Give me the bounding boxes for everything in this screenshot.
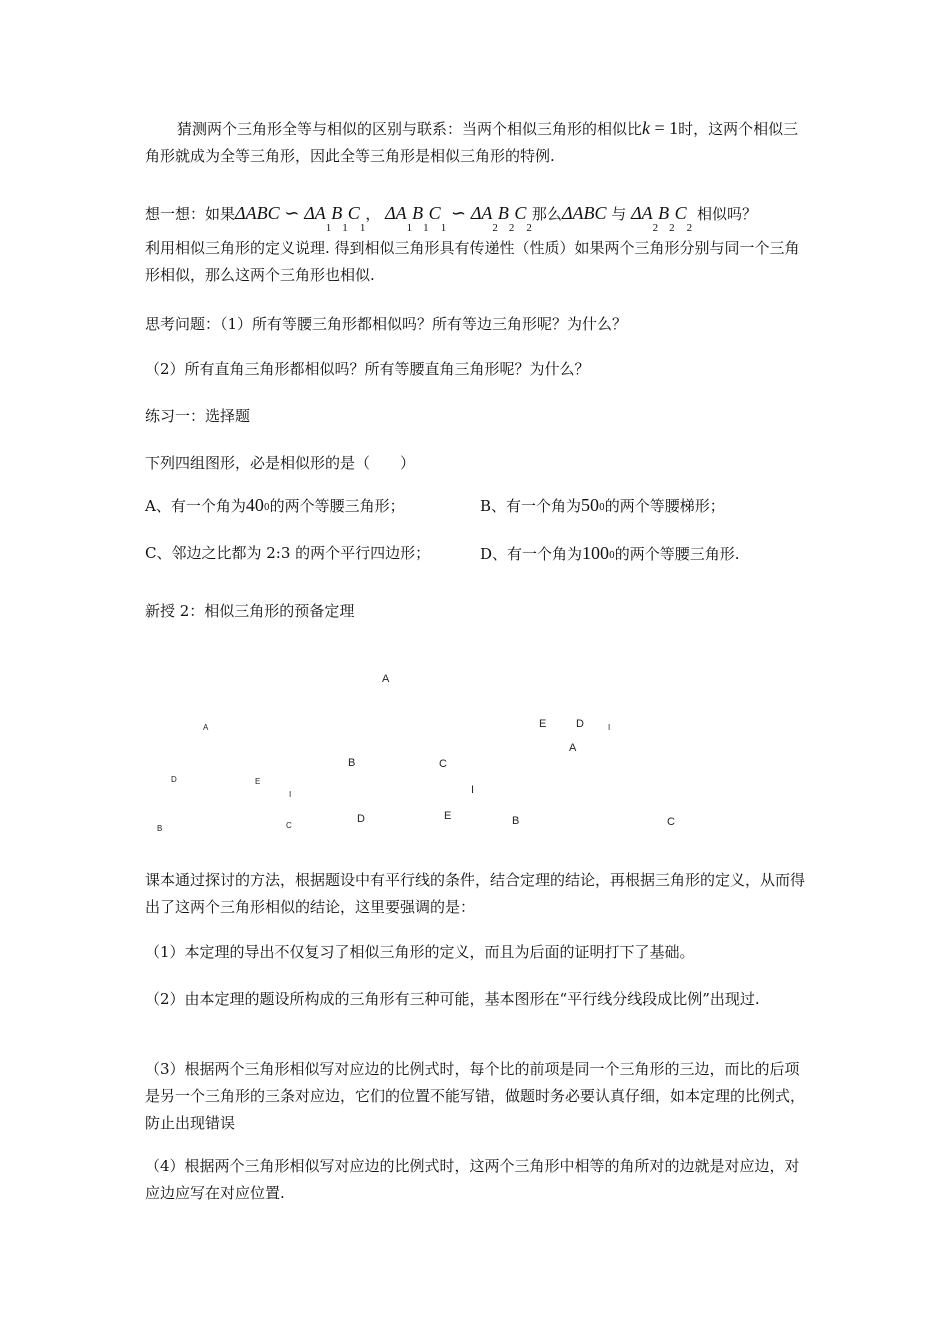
figure-label: E <box>255 777 261 786</box>
triangle-abc: ΔABC <box>235 203 280 223</box>
figure-label: B <box>512 815 520 827</box>
similar-symbol-2: ∽ <box>450 203 467 223</box>
triangle-a2b2c2-second: $\Delta A_2B_2C_2$ <box>631 203 693 234</box>
exercise-title: 练习一：选择题 <box>145 407 251 425</box>
point-3: （3）根据两个三角形相似写对应边的比例式时，每个比的前项是同一个三角形的三边，而比的后项是另一个三角形的三条对应边，它们的位置不能写错，做题时务必要认真仔细，如本定理的比例式，防止出现错误 <box>145 1060 806 1132</box>
figure-label: D <box>171 775 177 784</box>
figure-label: A <box>203 723 209 732</box>
option-a: A、有一个角为400的两个等腰三角形； <box>145 495 405 515</box>
figure-label: C <box>286 821 292 830</box>
triangle-a1b1c1-second: $\Delta A_1B_1C_1$ <box>385 203 447 234</box>
conjecture-text-b: 时，这两个相似三角形就成为全等三角形，因此全等三角形是相似三角形的特例. <box>145 120 799 165</box>
point-4: （4）根据两个三角形相似写对应边的比例式时，这两个三角形中相等的角所对的边就是对应边，对应边应写在对应位置. <box>145 1157 800 1202</box>
triangle-a1b1c1: $\Delta A_1B_1C_1$ <box>304 203 366 234</box>
figure-label: D <box>576 718 584 730</box>
exercise-question: 下列四组图形，必是相似形的是（ ） <box>145 454 416 472</box>
figure-label: I <box>471 784 475 796</box>
option-d: D、有一个角为1000的两个等腰三角形. <box>480 543 740 563</box>
think-lead: 想一想：如果 <box>145 205 236 223</box>
figure-label: A <box>382 673 390 685</box>
figure-label: I <box>289 790 292 799</box>
figure-label: D <box>357 813 365 825</box>
option-b: B、有一个角为500的两个等腰梯形； <box>480 495 725 515</box>
figure-label: C <box>667 816 675 828</box>
figure-label: A <box>569 742 577 754</box>
point-2: （2）由本定理的题设所构成的三角形有三种可能，基本图形在“平行线分线段成比例”出现过. <box>145 990 760 1008</box>
figure-label: B <box>157 824 163 833</box>
similar-symbol: ∽ <box>284 203 300 223</box>
conjecture-text-a: 猜测两个三角形全等与相似的区别与联系：当两个相似三角形的相似比 <box>177 120 643 138</box>
comma: ， <box>365 205 381 223</box>
and-text: 与 <box>611 205 627 223</box>
paragraph-think <box>145 198 809 289</box>
transitivity-text: 利用相似三角形的定义说理. 得到相似三角形具有传递性（性质）如果两个三角形分别与同一个三角形相似，那么这两个三角形也相似. <box>145 239 800 284</box>
body-explanation: 课本通过探讨的方法，根据题设中有平行线的条件，结合定理的结论，再根据三角形的定义，从而得出了这两个三角形相似的结论，这里要强调的是： <box>145 871 806 916</box>
math-k: k <box>642 118 651 138</box>
figure-label: C <box>439 758 447 770</box>
figure-label: E <box>539 718 547 730</box>
figure-label: E <box>444 810 452 822</box>
figure-label: B <box>348 757 356 769</box>
math-eq-one: = 1 <box>650 118 679 138</box>
thinking-question-1: 思考问题：（1）所有等腰三角形都相似吗？所有等边三角形呢？为什么？ <box>145 315 628 333</box>
then-text: 那么 <box>531 205 562 223</box>
triangle-a2b2c2: $\Delta A_2B_2C_2$ <box>470 203 532 234</box>
point-1: （1）本定理的导出不仅复习了相似三角形的定义，而且为后面的证明打下了基础。 <box>145 943 695 961</box>
question-text: 相似吗？ <box>696 205 757 223</box>
option-c: C、邻边之比都为 2:3 的两个平行四边形； <box>145 544 431 562</box>
paragraph-conjecture <box>145 115 809 170</box>
figure-label: I <box>608 723 611 732</box>
new-lesson-title: 新授 2：相似三角形的预备定理 <box>145 602 355 620</box>
triangle-abc-2: ΔABC <box>561 203 607 223</box>
thinking-question-2: （2）所有直角三角形都相似吗？所有等腰直角三角形呢？为什么？ <box>145 360 590 378</box>
